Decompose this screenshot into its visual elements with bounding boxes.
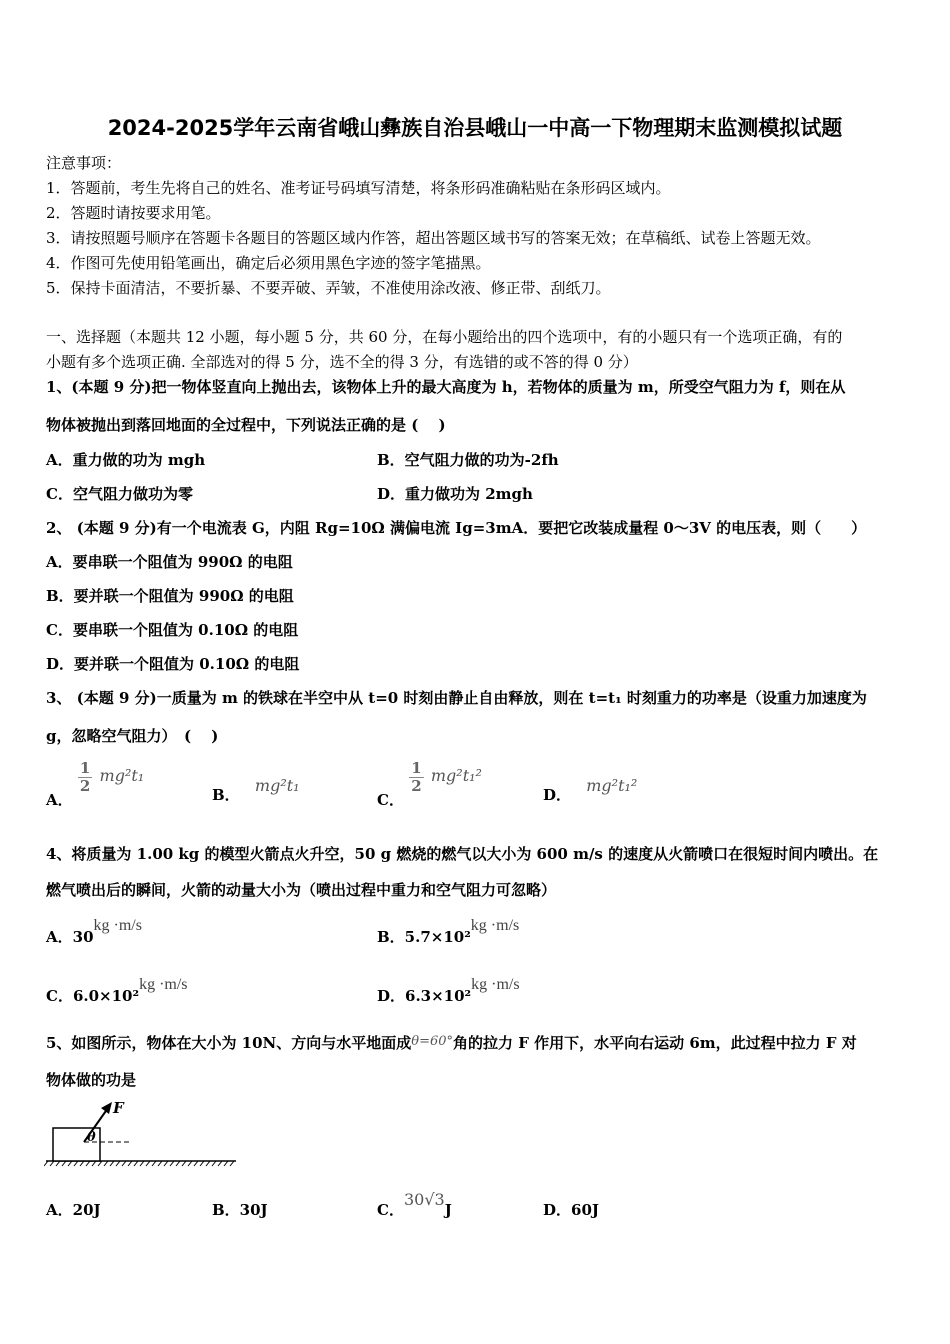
fraction-one-half: $\frac{1}{2}$ [411, 759, 422, 795]
formula: 30√3 [403, 1190, 445, 1209]
force-label: F [113, 1099, 124, 1117]
q2-option-c: C．要串联一个阻值为 0.10Ω 的电阻 [46, 621, 299, 639]
question-1-stem-cont: 物体被抛出到落回地面的全过程中，下列说法正确的是 ( ) [46, 416, 446, 434]
question-3-stem-cont: g，忽略空气阻力） ( ) [46, 727, 219, 745]
option-label: C． [377, 1201, 404, 1219]
option-label: B． [212, 786, 240, 804]
unit-label: kg ·m/s [470, 917, 520, 934]
notice-heading: 注意事项： [46, 154, 122, 172]
question-5-stem-cont: 物体做的功是 [46, 1071, 137, 1089]
q1-option-d: D．重力做功为 2mgh [377, 485, 533, 503]
q2-option-d: D．要并联一个阻值为 0.10Ω 的电阻 [46, 655, 300, 673]
formula: mg²t₁² [430, 766, 482, 785]
question-4-stem-cont: 燃气喷出后的瞬间，火箭的动量大小为（喷出过程中重力和空气阻力可忽略） [46, 881, 557, 899]
q2-option-b: B．要并联一个阻值为 990Ω 的电阻 [46, 587, 294, 605]
q1-option-c: C．空气阻力做功为零 [46, 485, 193, 503]
question-5-stem: 5、如图所示，物体在大小为 10N、方向与水平地面成θ=60°角的拉力 F 作用下，水平向右运动 6m，此过程中拉力 F 对 [46, 1034, 857, 1052]
arrowhead-icon [101, 1102, 112, 1114]
force-diagram [44, 1096, 240, 1168]
q4-option-b: B．5.7×10²kg ·m/s [377, 917, 520, 946]
q2-option-a: A．要串联一个阻值为 990Ω 的电阻 [46, 553, 293, 571]
option-label: C． [377, 791, 404, 809]
q5-option-c: C．30√3J [377, 1190, 452, 1219]
q3-option-a [46, 759, 145, 809]
notice-item: 5．保持卡面清洁，不要折暴、不要弄破、弄皱，不准使用涂改液、修正带、刮纸刀。 [46, 279, 611, 297]
unit-label: kg ·m/s [471, 976, 520, 993]
page-title: 2024-2025学年云南省峨山彝族自治县峨山一中高一下物理期末监测模拟试题 [107, 116, 843, 140]
q3-option-c [377, 759, 482, 809]
formula: mg²t₁ [254, 776, 300, 795]
fraction-one-half: $\frac{1}{2}$ [79, 759, 91, 795]
notice-item: 4．作图可先使用铅笔画出，确定后必须用黑色字迹的签字笔描黑。 [46, 254, 491, 272]
option-label: D． [543, 786, 572, 804]
q5-option-b: B．30J [212, 1201, 268, 1219]
angle-formula: θ=60° [411, 1034, 454, 1049]
q3-option-b [212, 775, 300, 804]
notice-item: 3．请按照题号顺序在答题卡各题目的答题区域内作答，超出答题区域书写的答案无效；在草稿纸、试卷上答题无效。 [46, 229, 821, 247]
section-header-cont: 小题有多个选项正确. 全部选对的得 5 分，选不全的得 3 分，有选错的或不答的得 0 分） [46, 353, 638, 371]
notice-item: 2．答题时请按要求用笔。 [46, 204, 221, 222]
q5-option-d: D．60J [543, 1201, 599, 1219]
formula: mg²t₁² [586, 776, 638, 795]
section-header: 一、选择题（本题共 12 小题，每小题 5 分，共 60 分，在每小题给出的四个选项中，有的小题只有一个选项正确，有的 [46, 328, 843, 346]
q4-option-d: D．6.3×10²kg ·m/s [377, 976, 520, 1005]
q1-option-a: A．重力做的功为 mgh [46, 451, 206, 469]
q4-option-a: A．30kg ·m/s [46, 917, 142, 946]
question-1-stem: 1、(本题 9 分)把一物体竖直向上抛出去，该物体上升的最大高度为 h，若物体的质量为 m，所受空气阻力为 f，则在从 [46, 378, 846, 396]
q5-option-a: A．20J [46, 1201, 101, 1219]
option-label: A． [46, 791, 73, 809]
q4-option-c: C．6.0×10²kg ·m/s [46, 976, 188, 1005]
angle-label: θ [87, 1130, 96, 1145]
q3-option-d [543, 775, 638, 804]
unit-label: kg ·m/s [139, 976, 188, 993]
question-4-stem: 4、将质量为 1.00 kg 的模型火箭点火升空，50 g 燃烧的燃气以大小为 600 m/s 的速度从火箭喷口在很短时间内喷出。在 [46, 845, 879, 863]
question-3-stem: 3、 (本题 9 分)一质量为 m 的铁球在半空中从 t=0 时刻由静止自由释放，则在 t=t₁ 时刻重力的功率是（设重力加速度为 [46, 689, 867, 707]
unit-label: kg ·m/s [93, 917, 142, 934]
q1-option-b: B．空气阻力做的功为-2fh [377, 451, 559, 469]
question-2-stem: 2、 (本题 9 分)有一个电流表 G，内阻 Rg=10Ω 满偏电流 Ig=3mA．要把它改装成量程 0～3V 的电压表，则（ ） [46, 519, 867, 537]
notice-item: 1．答题前，考生先将自己的姓名、准考证号码填写清楚，将条形码准确粘贴在条形码区域内。 [46, 179, 671, 197]
formula: mg²t₁ [99, 766, 145, 785]
